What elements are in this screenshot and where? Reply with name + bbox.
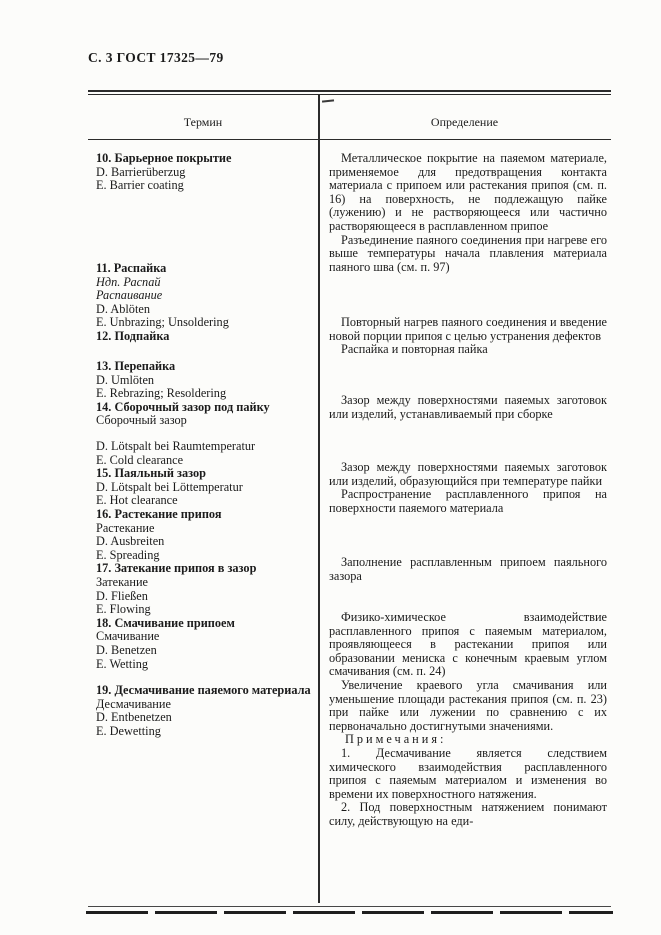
term-line: E. Wetting [96, 656, 149, 671]
definition-paragraph: Зазор между поверхностями паяемых заготовок или изделий, устанавливаемый при сборке [329, 393, 607, 421]
term-line: D. Fließen [96, 588, 148, 603]
term-line: 19. Десмачивание паяемого материала [96, 683, 311, 697]
term-block [96, 440, 312, 671]
term-line: Растекание [96, 520, 155, 535]
term-line: D. Barrierüberzug [96, 164, 186, 179]
definition-paragraph: Разъединение паяного соединения при нагреве его выше температуры начала плавления материала паяного шва (см. п. 97) [329, 232, 607, 274]
definition-block [329, 394, 607, 421]
term-line: D. Benetzen [96, 642, 157, 657]
definition-paragraph: Заполнение расплавленным припоем паяльного зазора [329, 555, 607, 583]
term-line: D. Entbenetzen [96, 710, 172, 725]
term-block [96, 360, 312, 428]
term-line: D. Lötspalt bei Löttemperatur [96, 479, 243, 494]
definition-block [329, 611, 607, 679]
term-block [96, 262, 312, 344]
term-line: D. Ablöten [96, 301, 150, 316]
definition-paragraph: Физико-химическое взаимодействие расплавленного припоя с паяемым материалом, проявляющееся в растекании припоя или образовании мениска с конечным краевым углом смачивания (см. п. 24) [329, 610, 607, 679]
definition-paragraph: Зазор между поверхностями паяемых заготовок или изделий, образующийся при температуре пайки [329, 460, 607, 488]
page-header: С. 3 ГОСТ 17325—79 [88, 50, 224, 65]
definition-paragraph: Металлическое покрытие на паяемом материале, применяемое для предотвращения контакта материала с припоем или растекания припоя (см. п. 16) на поверхность, не подлежащую пайке (лужению) и не растворяющееся или частично растворяющееся в расплавленном припое [329, 151, 607, 233]
definition-column-header: Определение [430, 115, 499, 129]
definition-paragraph: Распайка и повторная пайка [341, 342, 488, 357]
term-column-header: Термин [183, 115, 223, 129]
term-line: Десмачивание [96, 696, 171, 711]
definition-block [329, 152, 607, 274]
definition-block [329, 316, 607, 357]
term-line: E. Rebrazing; Resoldering [96, 386, 227, 401]
definition-block [329, 556, 607, 583]
term-line: 11. Распайка [96, 261, 167, 275]
definition-paragraph: Примечания: [345, 732, 447, 747]
term-line: D. Ausbreiten [96, 534, 165, 549]
bottom-rule-thin [88, 906, 611, 907]
term-line: Смачивание [96, 629, 160, 644]
term-line: Распаивание [96, 288, 163, 303]
term-line: E. Dewetting [96, 723, 161, 738]
term-line: E. Hot clearance [96, 493, 178, 508]
definition-paragraph: 2. Под поверхностным натяжением понимают силу, действующую на еди- [329, 800, 607, 828]
definition-paragraph: Повторный нагрев паяного соединения и введение новой порции припоя с целью устранения дефектов [329, 315, 607, 343]
term-line: 15. Паяльный зазор [96, 466, 207, 481]
term-line: Затекание [96, 574, 148, 589]
term-line: E. Spreading [96, 547, 160, 562]
term-line: Ндп. Распай [96, 274, 161, 289]
definition-paragraph: Увеличение краевого угла смачивания или уменьшение площади растекания припоя (см. п. 23) при пайке или лужении по сравнению с их первоначально достигнутыми значениями. [329, 678, 607, 733]
term-line: Сборочный зазор [96, 413, 187, 428]
term-line: E. Barrier coating [96, 178, 184, 193]
term-line: D. Lötspalt bei Raumtemperatur [96, 439, 256, 453]
term-block [96, 152, 312, 193]
term-line: E. Unbrazing; Unsoldering [96, 315, 229, 330]
definition-paragraph: 1. Десмачивание является следствием химического взаимодействия расплавленного припоя с паяемым материалом и изменения во времени их поверхностного натяжения. [329, 745, 607, 801]
term-line: 18. Смачивание припоем [96, 615, 235, 630]
column-divider [318, 95, 320, 903]
term-line: 13. Перепайка [96, 359, 176, 373]
definition-paragraph: Распространение расплавленного припоя на поверхности паяемого материала [329, 487, 607, 515]
term-line: E. Flowing [96, 602, 151, 617]
definition-block [329, 679, 607, 829]
term-column [96, 0, 312, 935]
definition-column [329, 0, 607, 935]
term-line: D. Umlöten [96, 372, 155, 387]
bottom-rule-thick [86, 911, 613, 914]
term-line: 14. Сборочный зазор под пайку [96, 399, 270, 414]
term-block [96, 684, 312, 738]
definition-block [329, 461, 607, 515]
term-line: 16. Растекание припоя [96, 506, 222, 521]
term-line: 12. Подпайка [96, 328, 170, 343]
term-line: 10. Барьерное покрытие [96, 151, 232, 165]
term-line: E. Cold clearance [96, 452, 184, 467]
term-line: 17. Затекание припоя в зазор [96, 561, 257, 576]
